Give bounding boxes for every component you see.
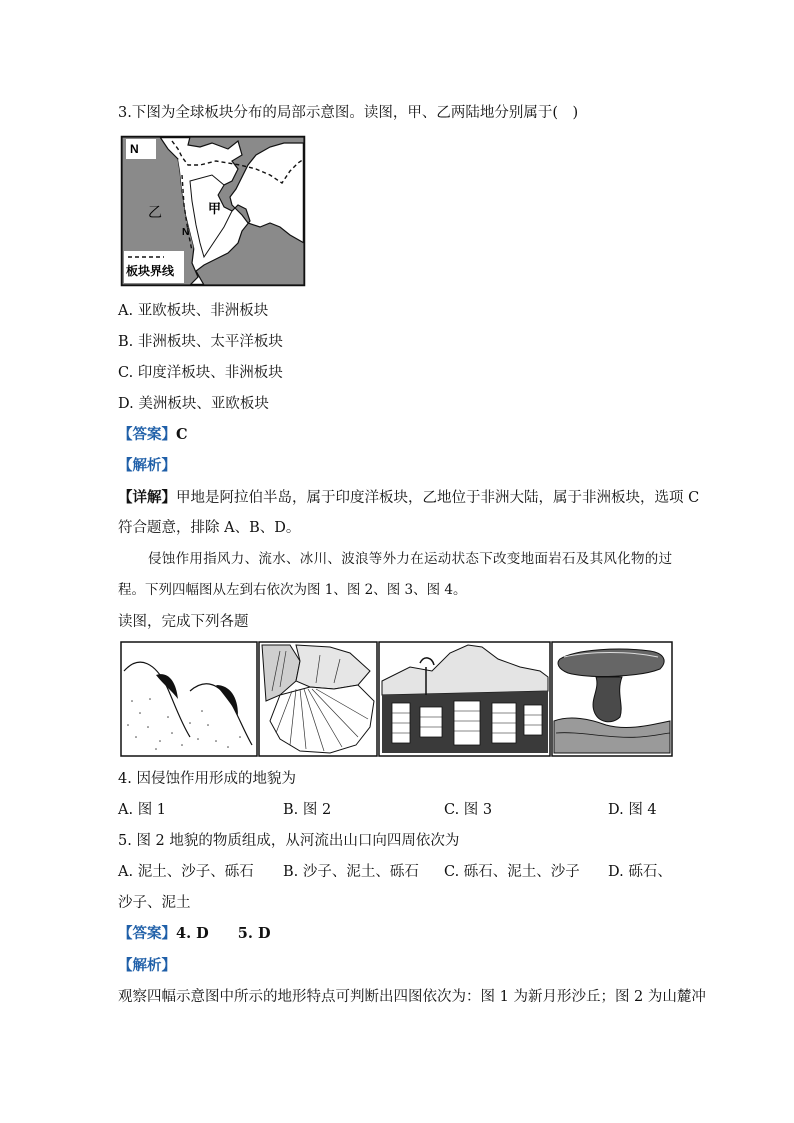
- map-label-yi: 乙: [148, 205, 162, 221]
- passage-line2: 程。下列四幅图从左到右依次为图 1、图 2、图 3、图 4。: [118, 582, 467, 598]
- map-label-jia: 甲: [208, 202, 222, 217]
- map-label-n-mid: N: [182, 227, 190, 238]
- q3-detail-line1: [118, 488, 699, 508]
- q5-stem: 5. 图 2 地貌的物质组成，从河流出山口向四周依次为: [118, 833, 460, 849]
- landform-figures: [120, 641, 673, 757]
- passage-line1: 侵蚀作用指风力、流水、冰川、波浪等外力在运动状态下改变地面岩石及其风化物的过: [148, 551, 673, 567]
- q4-stem: 4. 因侵蚀作用形成的地貌为: [118, 771, 296, 787]
- figure-1-dunes: [121, 642, 257, 756]
- q45-answer-line: [118, 924, 271, 944]
- q3-option-b: B. 非洲板块、太平洋板块: [118, 334, 283, 350]
- passage-instruction: 读图，完成下列各题: [118, 614, 249, 630]
- q45-answer: 4. D 5. D: [176, 925, 271, 942]
- figure-4-mushroom-rock: [552, 642, 672, 756]
- q3-detail-line2: 符合题意，排除 A、B、D。: [118, 520, 301, 536]
- q3-stem: 3.下图为全球板块分布的局部示意图。读图，甲、乙两陆地分别属于( ): [118, 105, 579, 121]
- plate-map-figure: [120, 135, 306, 287]
- q5-option-d-cont: 沙子、泥土: [118, 895, 191, 911]
- q45-analysis-line: 观察四幅示意图中所示的地形特点可判断出四图依次为：图 1 为新月形沙丘；图 2 为山麓冲: [118, 989, 706, 1005]
- answer-tag: 【答案】: [118, 426, 176, 443]
- q5-option-c: C. 砾石、泥土、沙子: [444, 864, 580, 880]
- figure-3-karst: [379, 642, 550, 756]
- q3-answer: C: [176, 426, 188, 443]
- q4-option-c: C. 图 3: [444, 802, 493, 818]
- q5-option-b: B. 沙子、泥土、砾石: [283, 864, 419, 880]
- q3-answer-line: [118, 425, 188, 445]
- q4-option-d: D. 图 4: [608, 802, 657, 818]
- map-label-n-top: N: [130, 142, 139, 156]
- answer-tag: 【答案】: [118, 925, 176, 942]
- q3-option-c: C. 印度洋板块、非洲板块: [118, 365, 283, 381]
- q45-analysis-tag: 【解析】: [118, 957, 176, 974]
- q4-option-a: A. 图 1: [118, 802, 167, 818]
- q5-option-d: D. 砾石、: [608, 864, 672, 880]
- q3-detail-text: 甲地是阿拉伯半岛，属于印度洋板块，乙地位于非洲大陆，属于非洲板块，选项 C: [176, 490, 700, 506]
- detail-tag: 【详解】: [118, 489, 176, 506]
- q3-option-d: D. 美洲板块、亚欧板块: [118, 396, 269, 412]
- q4-option-b: B. 图 2: [283, 802, 332, 818]
- figure-2-alluvial-fan: [259, 642, 377, 756]
- q3-analysis-tag: 【解析】: [118, 457, 176, 474]
- q5-option-a: A. 泥土、沙子、砾石: [118, 864, 254, 880]
- q3-option-a: A. 亚欧板块、非洲板块: [118, 303, 269, 319]
- map-legend: 板块界线: [126, 264, 175, 278]
